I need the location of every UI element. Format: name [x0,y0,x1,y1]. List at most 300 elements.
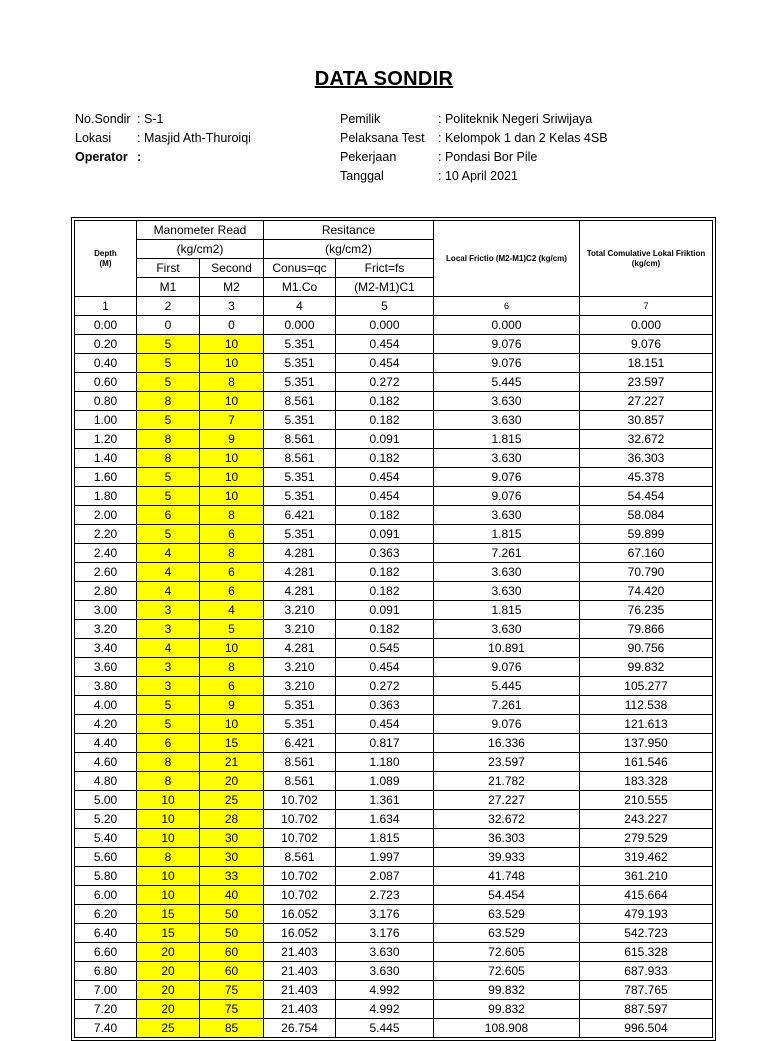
m1-cell: 8 [137,753,200,772]
m1-cell: 3 [137,658,200,677]
local-friction-cell: 3.630 [434,449,580,468]
resistance-unit: (kg/cm2) [264,240,434,259]
info_right-label: Pekerjaan [340,150,397,164]
info_right-value: : 10 April 2021 [438,169,518,183]
m1-cell: 4 [137,544,200,563]
frict-cell: 1.089 [336,772,434,791]
table-row [75,449,713,468]
depth-cell: 3.00 [75,601,137,620]
frict-cell: 0.182 [336,449,434,468]
depth-cell: 6.00 [75,886,137,905]
table-row [75,582,713,601]
frict-cell: 0.182 [336,392,434,411]
m1-cell: 5 [137,468,200,487]
conus-cell: 0.000 [264,316,336,335]
frict-cell: 0.272 [336,373,434,392]
local-friction-cell: 7.261 [434,696,580,715]
frict-cell: 0.454 [336,468,434,487]
local-friction-cell: 21.782 [434,772,580,791]
table-row [75,620,713,639]
col-number: 4 [264,297,336,316]
info_left-value: : Masjid Ath-Thuroiqi [137,131,251,145]
depth-cell: 5.00 [75,791,137,810]
local-friction-cell: 23.597 [434,753,580,772]
frict-cell: 0.000 [336,316,434,335]
m1-cell: 5 [137,487,200,506]
local-friction-cell: 99.832 [434,981,580,1000]
depth-header: Depth (M) [75,221,137,297]
m2-cell: 40 [200,886,264,905]
info_left-value: : [137,150,142,164]
table-row [75,905,713,924]
table-row [75,468,713,487]
m2-header: M2 [200,278,264,297]
conus-cell: 8.561 [264,449,336,468]
depth-cell: 6.20 [75,905,137,924]
depth-cell: 2.00 [75,506,137,525]
m1-cell: 15 [137,905,200,924]
m1-cell: 25 [137,1019,200,1038]
table-row [75,487,713,506]
conus-cell: 5.351 [264,696,336,715]
conus-cell: 3.210 [264,658,336,677]
table-row [75,677,713,696]
m2-cell: 75 [200,981,264,1000]
frict-cell: 1.997 [336,848,434,867]
total-friction-cell: 99.832 [580,658,713,677]
conus-cell: 8.561 [264,392,336,411]
total-friction-cell: 59.899 [580,525,713,544]
total-friction-cell: 54.454 [580,487,713,506]
m2-cell: 8 [200,373,264,392]
total-friction-cell: 243.227 [580,810,713,829]
conus-cell: 4.281 [264,639,336,658]
local-friction-cell: 9.076 [434,354,580,373]
total-friction-cell: 183.328 [580,772,713,791]
frict-cell: 4.992 [336,981,434,1000]
m1-cell: 10 [137,867,200,886]
conus-cell: 10.702 [264,791,336,810]
m1-cell: 8 [137,449,200,468]
info_left-label: Lokasi [75,131,112,145]
m1-cell: 5 [137,373,200,392]
m1-cell: 8 [137,772,200,791]
frict-cell: 3.630 [336,962,434,981]
conus-cell: 21.403 [264,943,336,962]
m2-cell: 25 [200,791,264,810]
frict-cell: 0.454 [336,335,434,354]
total-friction-cell: 79.866 [580,620,713,639]
total-friction-cell: 30.857 [580,411,713,430]
frict-cell: 1.815 [336,829,434,848]
m2-cell: 10 [200,449,264,468]
frict-cell: 0.545 [336,639,434,658]
total-friction-cell: 361.210 [580,867,713,886]
col-number: 6 [434,297,580,316]
col-number: 5 [336,297,434,316]
depth-cell: 4.20 [75,715,137,734]
m2-cell: 85 [200,1019,264,1038]
m1-cell: 5 [137,696,200,715]
m1-cell: 5 [137,411,200,430]
info_left-label: Operator [75,150,128,164]
frict-cell: 0.363 [336,544,434,563]
conus-cell: 6.421 [264,734,336,753]
m1-cell: 5 [137,715,200,734]
info_right-value: : Politeknik Negeri Sriwijaya [438,112,593,126]
table-row [75,696,713,715]
total-friction-cell: 23.597 [580,373,713,392]
frict-cell: 0.091 [336,601,434,620]
table-row [75,658,713,677]
total-friction-cell: 279.529 [580,829,713,848]
m2-cell: 10 [200,487,264,506]
depth-cell: 3.80 [75,677,137,696]
depth-cell: 2.80 [75,582,137,601]
table-row [75,810,713,829]
local-friction-cell: 32.672 [434,810,580,829]
m1-cell: 6 [137,734,200,753]
total-friction-cell: 90.756 [580,639,713,658]
depth-cell: 6.40 [75,924,137,943]
total-friction-cell: 137.950 [580,734,713,753]
conus-cell: 10.702 [264,810,336,829]
table-row [75,639,713,658]
depth-cell: 0.40 [75,354,137,373]
m2-cell: 10 [200,639,264,658]
info_left-row [75,129,251,148]
conus-cell: 3.210 [264,601,336,620]
col-number: 3 [200,297,264,316]
local-friction-cell: 9.076 [434,715,580,734]
frict-cell: 3.176 [336,905,434,924]
m2-cell: 8 [200,658,264,677]
local-friction-cell: 1.815 [434,525,580,544]
info-right [340,110,608,186]
m1-cell: 10 [137,791,200,810]
total-friction-cell: 74.420 [580,582,713,601]
m2-cell: 6 [200,677,264,696]
column-number-row [75,297,713,316]
manometer-header: Manometer Read [137,221,264,240]
local-friction-cell: 5.445 [434,677,580,696]
total-friction-cell: 787.765 [580,981,713,1000]
frict-cell: 4.992 [336,1000,434,1019]
total-friction-cell: 27.227 [580,392,713,411]
info_right-value: : Kelompok 1 dan 2 Kelas 4SB [438,131,608,145]
conus-cell: 10.702 [264,867,336,886]
conus-cell: 8.561 [264,848,336,867]
conus-cell: 8.561 [264,753,336,772]
m2-cell: 33 [200,867,264,886]
m2-cell: 6 [200,582,264,601]
m1-cell: 10 [137,810,200,829]
frict-cell: 1.634 [336,810,434,829]
local-friction-header: Local Frictio (M2-M1)C2 (kg/cm) [434,221,580,297]
total-friction-cell: 687.933 [580,962,713,981]
frict-cell: 0.091 [336,430,434,449]
info_right-label: Tanggal [340,169,384,183]
depth-cell: 5.60 [75,848,137,867]
depth-cell: 5.80 [75,867,137,886]
total-friction-cell: 9.076 [580,335,713,354]
local-friction-cell: 3.630 [434,563,580,582]
conus-cell: 3.210 [264,677,336,696]
frict-cell: 0.182 [336,563,434,582]
table-row [75,601,713,620]
depth-cell: 0.00 [75,316,137,335]
conus-cell: 3.210 [264,620,336,639]
table-row [75,1019,713,1038]
col-number: 1 [75,297,137,316]
m1-cell: 3 [137,601,200,620]
depth-cell: 2.40 [75,544,137,563]
total-friction-cell: 415.664 [580,886,713,905]
conus-cell: 21.403 [264,1000,336,1019]
local-friction-cell: 99.832 [434,1000,580,1019]
info_left-value: : S-1 [137,112,164,126]
m1-cell: 5 [137,525,200,544]
frict-cell: 5.445 [336,1019,434,1038]
conus-cell: 6.421 [264,506,336,525]
depth-cell: 5.40 [75,829,137,848]
m2-cell: 30 [200,848,264,867]
m1co-header: M1.Co [264,278,336,297]
local-friction-cell: 36.303 [434,829,580,848]
m1-cell: 10 [137,886,200,905]
local-friction-cell: 1.815 [434,601,580,620]
col-number: 7 [580,297,713,316]
table-row [75,430,713,449]
table-row [75,981,713,1000]
table-row [75,373,713,392]
depth-cell: 5.20 [75,810,137,829]
conus-cell: 21.403 [264,981,336,1000]
frict-cell: 0.454 [336,658,434,677]
manometer-unit: (kg/cm2) [137,240,264,259]
local-friction-cell: 0.000 [434,316,580,335]
m2-cell: 75 [200,1000,264,1019]
conus-cell: 5.351 [264,354,336,373]
m2-cell: 28 [200,810,264,829]
info_left-label: No.Sondir [75,112,131,126]
m2-cell: 10 [200,468,264,487]
m1-cell: 5 [137,335,200,354]
m2-cell: 4 [200,601,264,620]
m1-cell: 20 [137,981,200,1000]
depth-cell: 4.40 [75,734,137,753]
depth-cell: 2.20 [75,525,137,544]
col-number: 2 [137,297,200,316]
m2-cell: 6 [200,525,264,544]
total-friction-cell: 121.613 [580,715,713,734]
info_right-row [340,129,608,148]
conus-cell: 26.754 [264,1019,336,1038]
total-friction-cell: 105.277 [580,677,713,696]
total-friction-cell: 996.504 [580,1019,713,1038]
local-friction-cell: 9.076 [434,468,580,487]
frict-cell: 0.182 [336,506,434,525]
local-friction-cell: 3.630 [434,582,580,601]
info_left-row [75,148,251,167]
depth-cell: 0.20 [75,335,137,354]
local-friction-cell: 10.891 [434,639,580,658]
depth-cell: 3.60 [75,658,137,677]
frict-cell: 0.182 [336,582,434,601]
table-row [75,791,713,810]
conus-header: Conus=qc [264,259,336,278]
local-friction-cell: 3.630 [434,411,580,430]
m1-header: M1 [137,278,200,297]
local-friction-cell: 39.933 [434,848,580,867]
depth-cell: 1.80 [75,487,137,506]
table-row [75,715,713,734]
total-friction-cell: 615.328 [580,943,713,962]
total-friction-cell: 70.790 [580,563,713,582]
local-friction-cell: 7.261 [434,544,580,563]
info_right-label: Pemilik [340,112,381,126]
m2-cell: 60 [200,962,264,981]
total-friction-cell: 112.538 [580,696,713,715]
m2-cell: 15 [200,734,264,753]
table-row [75,1000,713,1019]
depth-cell: 7.20 [75,1000,137,1019]
depth-cell: 6.60 [75,943,137,962]
local-friction-cell: 9.076 [434,487,580,506]
frict-cell: 0.272 [336,677,434,696]
info_right-value: : Pondasi Bor Pile [438,150,538,164]
conus-cell: 21.403 [264,962,336,981]
second-header: Second [200,259,264,278]
depth-cell: 7.40 [75,1019,137,1038]
local-friction-cell: 3.630 [434,506,580,525]
m2-cell: 9 [200,430,264,449]
table-row [75,772,713,791]
table-row [75,506,713,525]
frict-cell: 1.180 [336,753,434,772]
m1-cell: 4 [137,639,200,658]
local-friction-cell: 63.529 [434,905,580,924]
local-friction-cell: 1.815 [434,430,580,449]
total-friction-header: Total Comulative Lokal Friktion (kg/cm) [580,221,713,297]
m1-cell: 20 [137,962,200,981]
local-friction-cell: 72.605 [434,943,580,962]
frict-cell: 0.454 [336,354,434,373]
info_right-row [340,148,608,167]
total-friction-cell: 542.723 [580,924,713,943]
m2-cell: 10 [200,354,264,373]
table-row [75,848,713,867]
depth-cell: 1.40 [75,449,137,468]
total-friction-cell: 161.546 [580,753,713,772]
m2-cell: 8 [200,544,264,563]
depth-cell: 1.00 [75,411,137,430]
local-friction-cell: 63.529 [434,924,580,943]
m2-cell: 10 [200,335,264,354]
m1-cell: 4 [137,582,200,601]
table-row [75,544,713,563]
table-row [75,392,713,411]
page-title: DATA SONDIR [314,68,454,90]
table-row [75,335,713,354]
total-friction-cell: 18.151 [580,354,713,373]
info_left-row [75,110,251,129]
local-friction-cell: 41.748 [434,867,580,886]
m2-cell: 8 [200,506,264,525]
m1-cell: 15 [137,924,200,943]
m1-cell: 3 [137,677,200,696]
frict-header: Frict=fs [336,259,434,278]
m2-cell: 10 [200,715,264,734]
frict-cell: 0.091 [336,525,434,544]
m2-cell: 0 [200,316,264,335]
depth-cell: 2.60 [75,563,137,582]
m1-cell: 20 [137,1000,200,1019]
depth-cell: 0.80 [75,392,137,411]
total-friction-cell: 36.303 [580,449,713,468]
depth-cell: 4.60 [75,753,137,772]
frict-cell: 3.630 [336,943,434,962]
depth-cell: 4.00 [75,696,137,715]
conus-cell: 10.702 [264,829,336,848]
m1-cell: 6 [137,506,200,525]
m2-cell: 50 [200,924,264,943]
depth-cell: 3.40 [75,639,137,658]
frict-cell: 2.723 [336,886,434,905]
table-row [75,734,713,753]
total-friction-cell: 32.672 [580,430,713,449]
depth-cell: 7.00 [75,981,137,1000]
conus-cell: 5.351 [264,468,336,487]
depth-cell: 1.20 [75,430,137,449]
conus-cell: 10.702 [264,886,336,905]
local-friction-cell: 3.630 [434,620,580,639]
table-row [75,962,713,981]
total-friction-cell: 45.378 [580,468,713,487]
frict-cell: 1.361 [336,791,434,810]
conus-cell: 5.351 [264,373,336,392]
local-friction-cell: 9.076 [434,335,580,354]
conus-cell: 5.351 [264,411,336,430]
total-friction-cell: 210.555 [580,791,713,810]
conus-cell: 5.351 [264,487,336,506]
m2-cell: 6 [200,563,264,582]
table-row [75,867,713,886]
m1-cell: 0 [137,316,200,335]
local-friction-cell: 16.336 [434,734,580,753]
local-friction-cell: 54.454 [434,886,580,905]
frict-cell: 3.176 [336,924,434,943]
m2-cell: 5 [200,620,264,639]
total-friction-cell: 887.597 [580,1000,713,1019]
depth-cell: 1.60 [75,468,137,487]
total-friction-cell: 319.462 [580,848,713,867]
frict-cell: 0.363 [336,696,434,715]
m2m1c1-header: (M2-M1)C1 [336,278,434,297]
table-row [75,411,713,430]
info_right-row [340,167,608,186]
table-row [75,886,713,905]
m1-cell: 3 [137,620,200,639]
conus-cell: 4.281 [264,544,336,563]
m2-cell: 60 [200,943,264,962]
frict-cell: 0.817 [336,734,434,753]
conus-cell: 16.052 [264,924,336,943]
sondir-table-frame [71,217,716,1041]
conus-cell: 16.052 [264,905,336,924]
local-friction-cell: 9.076 [434,658,580,677]
conus-cell: 4.281 [264,563,336,582]
